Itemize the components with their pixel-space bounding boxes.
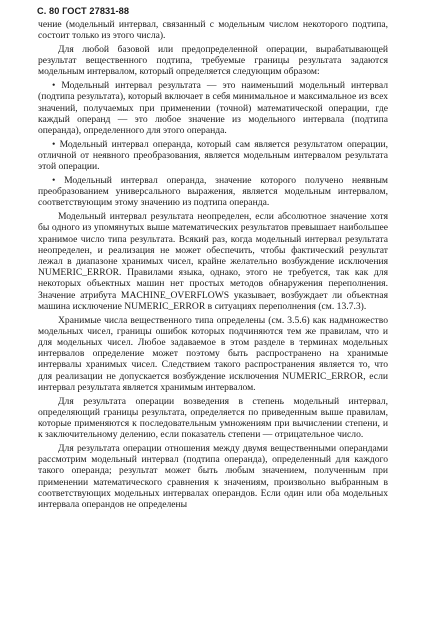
paragraph-relational: Для результата операции отношения между двумя вещественными операндами рассмотрим модельный интервал (подтипа операнда), определенный для каждого такого операнда; результат может быть любым значением, полученным при применении математического сравнения к значениям, произвольно выбранным в соответствующих модельных интервалах операндов. Если один или оба модельных интервала операндов не определены bbox=[38, 443, 388, 511]
page-header: С. 80 ГОСТ 27831-88 bbox=[37, 6, 130, 16]
bullet-implicit-conversion-interval: • Модельный интервал операнда, значение которого получено неявным преобразованием универсального выражения, является модельным интервалом, соответствующим этому значению из подтипа операнда. bbox=[38, 175, 388, 209]
paragraph-operations-intro: Для любой базовой или предопределенной операции, вырабатывающей результат вещественного подтипа, требуемые границы результата задаются модельным интервалом, который определяется следующим образом: bbox=[38, 44, 388, 78]
paragraph-continuation: чение (модельный интервал, связанный с модельным числом некоторого подтипа, состоит только из этого числа). bbox=[38, 19, 388, 42]
paragraph-safe-numbers: Хранимые числа вещественного типа определены (см. 3.5.6) как надмножество модельных чисел, границы ошибок которых подчиняются тем же правилам, что и для модельных чисел. Любое задаваемое в этом разделе в терминах модельных интервалов определение может поэтому быть распространено на хранимые интервалы хранимых чисел. Следствием такого распространения является то, что для реализации не допускается возбуждение исключения NUMERIC_ERROR, если интервал результата является хранимым интервалом. bbox=[38, 314, 388, 393]
bullet-operand-result-interval: • Модельный интервал операнда, который сам является результатом операции, отличной от неявного преобразования, является модельным интервалом результата этой операции. bbox=[38, 138, 388, 173]
bullet-result-interval: • Модельный интервал результата — это наименьший модельный интервал (подтипа результата), который включает в себя минимальное и максимальное из всех значений, получаемых при применении (точной) математической операции, где каждый операнд — это любое значение из модельного интервала (подтипа операнда), определенного для этого операнда. bbox=[38, 80, 388, 137]
paragraph-undefined-interval: Модельный интервал результата неопределен, если абсолютное значение хотя бы одного из упомянутых выше математических результатов превышает наибольшее хранимое число типа результата. Всякий раз, когда модельный интервал результата неопределен, и реализация не может обеспечить, чтобы фактический результат лежал в диапазоне хранимых чисел, крайне желательно возбуждение исключения NUMERIC_ERROR. Правилами языка, однако, этого не требуется, так как для некоторых объектных машин нет простых методов обнаружения переполнения. Значение атрибута MACHINE_OVERFLOWS указывает, возбуждает ли объектная машина исключение NUMERIC_ERROR в ситуациях переполнения (см. 13.7.3). bbox=[38, 211, 388, 312]
paragraph-exponentiation: Для результата операции возведения в степень модельный интервал, определяющий границы результата, определяется по приведенным выше правилам, которые применяются к последовательным умножениям при вычислении степени, и к заключительному делению, если показатель степени — отрицательное число. bbox=[38, 395, 388, 441]
